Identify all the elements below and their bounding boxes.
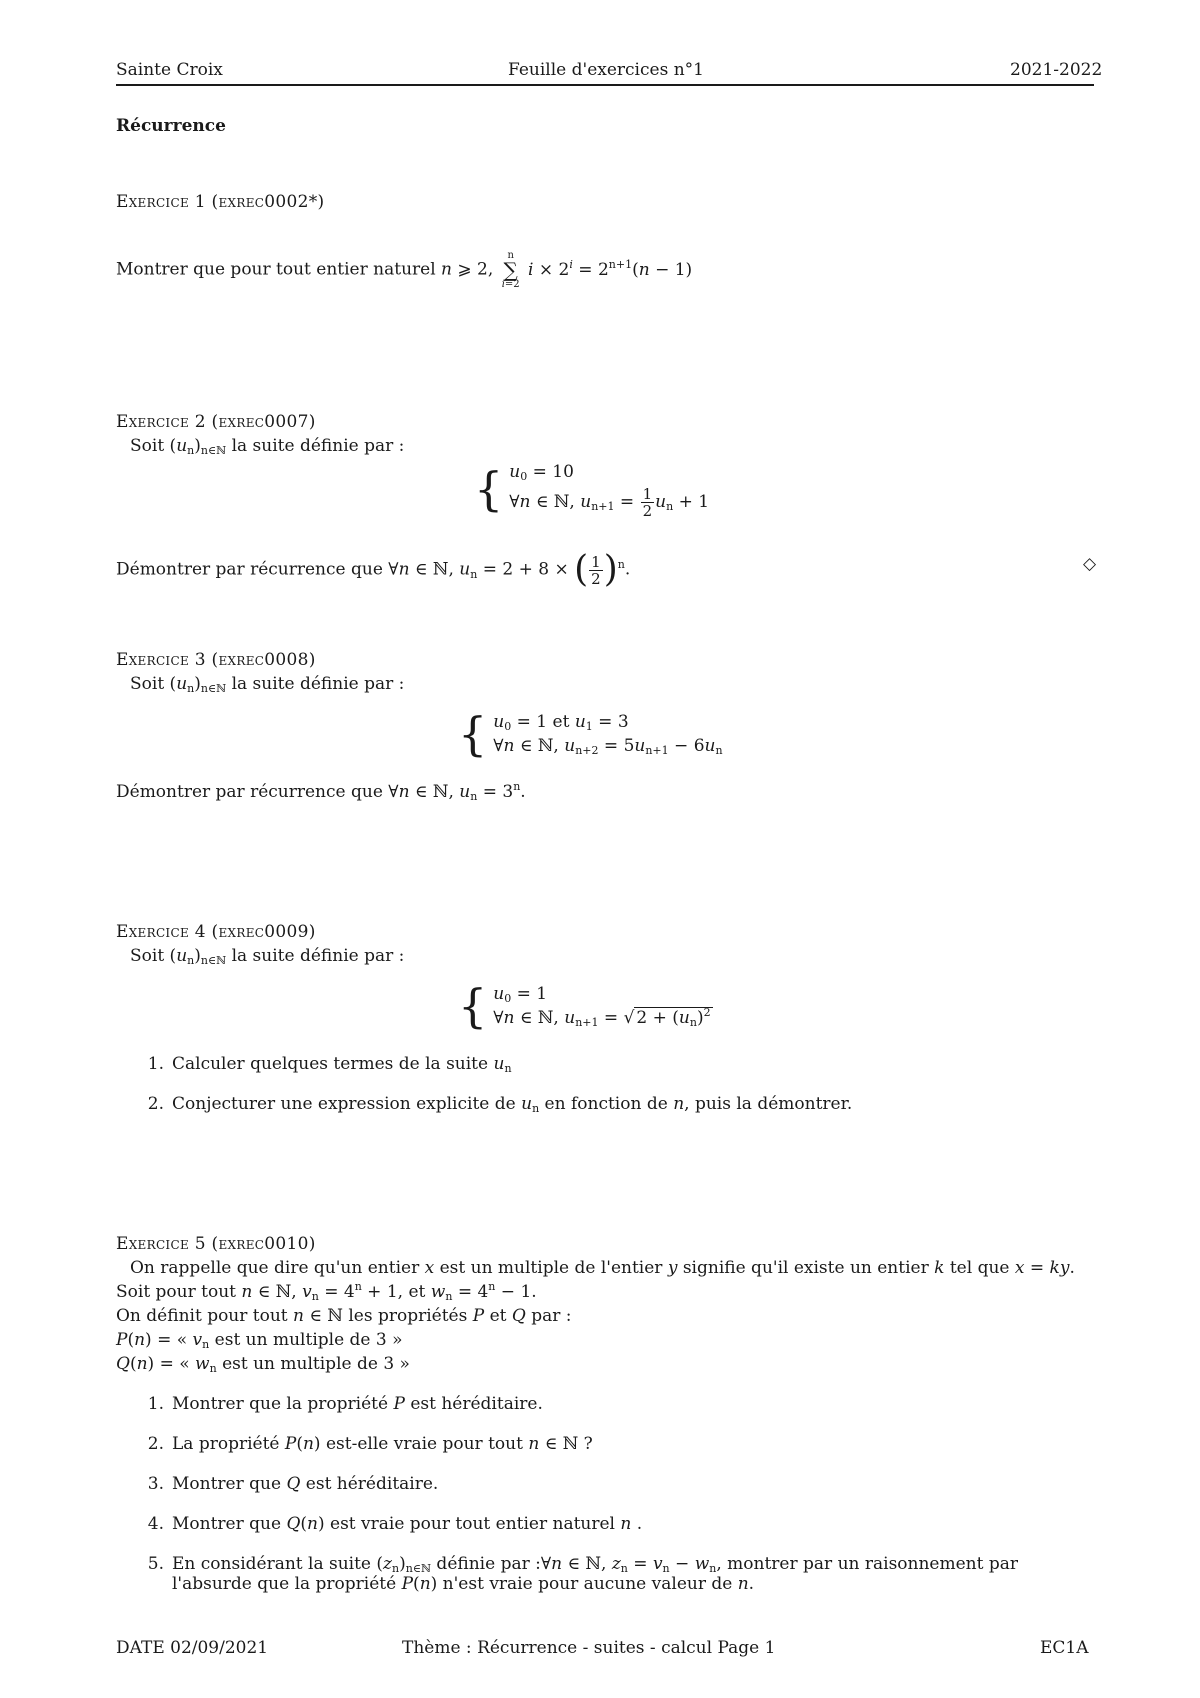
ex2-question: Démontrer par récurrence que ∀n ∈ ℕ, $u_n = 2 + 8$ × ( $\frac{1}{2}$ )$^n$. [116, 549, 631, 590]
ex2-system [474, 458, 709, 519]
diamond-icon: ◇ [1083, 554, 1097, 574]
ex5-p3: On définit pour tout n ∈ ℕ les propriétés P et Q par : [116, 1306, 572, 1326]
ex2-line2: ∀n ∈ ℕ, $u_{n+1}$ = $\frac{1}{2}$ $u_n + 1$ [509, 485, 710, 520]
header-left: Sainte Croix [116, 60, 223, 80]
ex4-title: Exercice 4 (exrec0009) [116, 922, 316, 942]
ex4-item-2: 2. Conjecturer une expression explicite de $u_n$ en fonction de n, puis la démontrer. [147, 1094, 853, 1115]
ex5-item-3: 3. Montrer que Q est héréditaire. [147, 1474, 439, 1494]
ex5-p5: Q(n) = « $w_n$ est un multiple de 3 » [116, 1354, 410, 1375]
ex5-item-4: 4. Montrer que Q(n) est vraie pour tout entier naturel n . [147, 1514, 643, 1534]
ex3-line2: ∀n ∈ ℕ, $u_{n+2} = 5u_{n+1} - 6u_n$ [493, 736, 723, 757]
footer-right: EC1A [1040, 1638, 1089, 1658]
ex4-system [458, 979, 713, 1033]
ex3-question: Démontrer par récurrence que ∀n ∈ ℕ, $u_n = 3^n$. [116, 780, 526, 803]
ex2-title: Exercice 2 (exrec0007) [116, 412, 316, 432]
ex5-p1: On rappelle que dire qu'un entier x est un multiple de l'entier y signifie qu'il existe un entier k tel que x = ky. [130, 1258, 1075, 1278]
ex5-item-1: 1. Montrer que la propriété P est héréditaire. [147, 1394, 543, 1414]
header-center: Feuille d'exercices n°1 [508, 60, 704, 80]
brace-icon: { [458, 979, 488, 1033]
ex3-title: Exercice 3 (exrec0008) [116, 650, 316, 670]
ex2-line1: $u_0 = 10$ [509, 462, 574, 483]
ex5-title: Exercice 5 (exrec0010) [116, 1234, 316, 1254]
ex1-statement-text: Montrer que pour tout entier naturel n ⩾ 2, [116, 259, 494, 280]
brace-icon: { [474, 461, 504, 516]
ex1-formula: $i \times 2^i = 2^{n+1}(n - 1)$ [528, 257, 693, 280]
header-rule [116, 84, 1094, 86]
sum-symbol: n ∑ i=2 [501, 250, 520, 290]
ex3-line1: $u_0 = 1$ et $u_1 = 3$ [493, 712, 629, 733]
ex5-p2: Soit pour tout n ∈ ℕ, $v_n = 4^n + 1$, et $w_n = 4^n - 1$. [116, 1280, 537, 1303]
ex1-title: Exercice 1 (exrec0002*) [116, 192, 325, 212]
ex4-intro: Soit $(u_n)_{n\in ℕ}$ la suite définie par : [130, 946, 405, 967]
ex4-item-1: 1. Calculer quelques termes de la suite $u_n$ [147, 1054, 512, 1075]
ex4-line1: $u_0 = 1$ [493, 984, 548, 1005]
ex5-p4: P(n) = « $v_n$ est un multiple de 3 » [116, 1330, 403, 1351]
ex3-system [458, 707, 723, 761]
footer-center: Thème : Récurrence - suites - calcul Page 1 [402, 1638, 776, 1658]
ex5-item-5: 5. En considérant la suite $(z_n)_{n\in ℕ}$ définie par :∀n ∈ ℕ, $z_n = v_n - w_n$, montrer par un raisonnement par l'absurde que la propriété P(n) n'est vraie pour aucune valeur de n. [147, 1554, 1018, 1594]
section-title: Récurrence [116, 116, 226, 136]
footer-left: DATE 02/09/2021 [116, 1638, 269, 1658]
header-right: 2021-2022 [1010, 60, 1103, 80]
ex5-item-2: 2. La propriété P(n) est-elle vraie pour tout n ∈ ℕ ? [147, 1434, 593, 1454]
ex1-statement [116, 250, 692, 290]
brace-icon: { [458, 707, 488, 761]
ex3-intro: Soit $(u_n)_{n\in ℕ}$ la suite définie par : [130, 674, 405, 695]
ex4-line2: ∀n ∈ ℕ, $u_{n+1}$ = √ $2 + (u_n)^2$ [493, 1006, 711, 1029]
ex2-intro: Soit $(u_n)_{n\in ℕ}$ la suite définie par : [130, 436, 405, 457]
